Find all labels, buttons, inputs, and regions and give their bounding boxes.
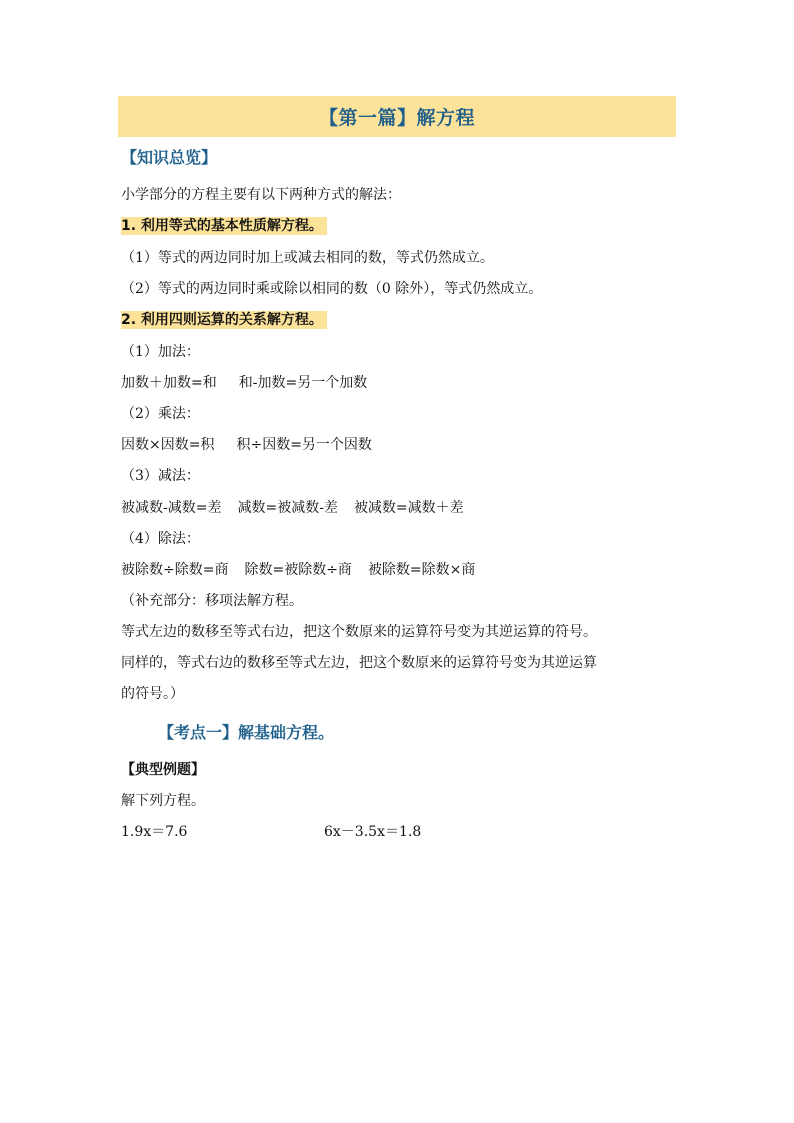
formula: 被除数÷除数=商 <box>121 562 229 578</box>
division-label: （4）除法： <box>121 531 200 547</box>
title-banner <box>118 96 676 137</box>
formula: 加数＋加数=和 <box>121 375 217 391</box>
supplement-line-3: 同样的，等式右边的数移至等式左边，把这个数原来的运算符号变为其逆运算 <box>121 655 597 671</box>
method2-heading-row <box>121 310 327 330</box>
formula: 因数×因数=积 <box>121 437 215 453</box>
formula: 被减数-减数=差 <box>121 500 222 516</box>
method1-heading: 1. 利用等式的基本性质解方程。 <box>121 217 327 235</box>
formula: 和-加数=另一个加数 <box>238 375 368 391</box>
subtraction-formulas <box>121 498 464 518</box>
method2-heading: 2. 利用四则运算的关系解方程。 <box>121 311 327 329</box>
example-instruction: 解下列方程。 <box>121 793 205 809</box>
method1-p1: （1）等式的两边同时加上或减去相同的数，等式仍然成立。 <box>121 250 494 266</box>
supplement-line-1: （补充部分：移项法解方程。 <box>121 593 303 609</box>
multiplication-formulas <box>121 435 372 455</box>
supplement-line-2: 等式左边的数移至等式右边，把这个数原来的运算符号变为其逆运算的符号。 <box>121 624 597 640</box>
multiplication-label: （2）乘法： <box>121 406 200 422</box>
equation-1: 1.9x＝7.6 <box>121 824 188 840</box>
intro-text: 小学部分的方程主要有以下两种方式的解法： <box>121 187 401 203</box>
method1-p2: （2）等式的两边同时乘或除以相同的数（0 除外），等式仍然成立。 <box>121 281 543 297</box>
formula: 减数=被减数-差 <box>237 500 338 516</box>
division-formulas <box>121 560 475 580</box>
subtraction-label: （3）减法： <box>121 468 200 484</box>
addition-label: （1）加法： <box>121 344 200 360</box>
addition-formulas <box>121 373 367 393</box>
method1-heading-row <box>121 216 327 236</box>
page-title: 【第一篇】解方程 <box>318 107 475 129</box>
supplement-line-4: 的符号。） <box>121 686 184 702</box>
formula: 被减数=减数＋差 <box>353 500 464 516</box>
equation-row <box>121 822 421 842</box>
formula: 被除数=除数×商 <box>367 562 476 578</box>
equation-2: 6x－3.5x＝1.8 <box>324 824 422 840</box>
formula: 除数=被除数÷商 <box>244 562 352 578</box>
kaodian-heading: 【考点一】解基础方程。 <box>158 723 335 742</box>
overview-heading: 【知识总览】 <box>121 148 218 167</box>
example-heading: 【典型例题】 <box>121 762 205 778</box>
formula: 积÷因数=另一个因数 <box>236 437 372 453</box>
